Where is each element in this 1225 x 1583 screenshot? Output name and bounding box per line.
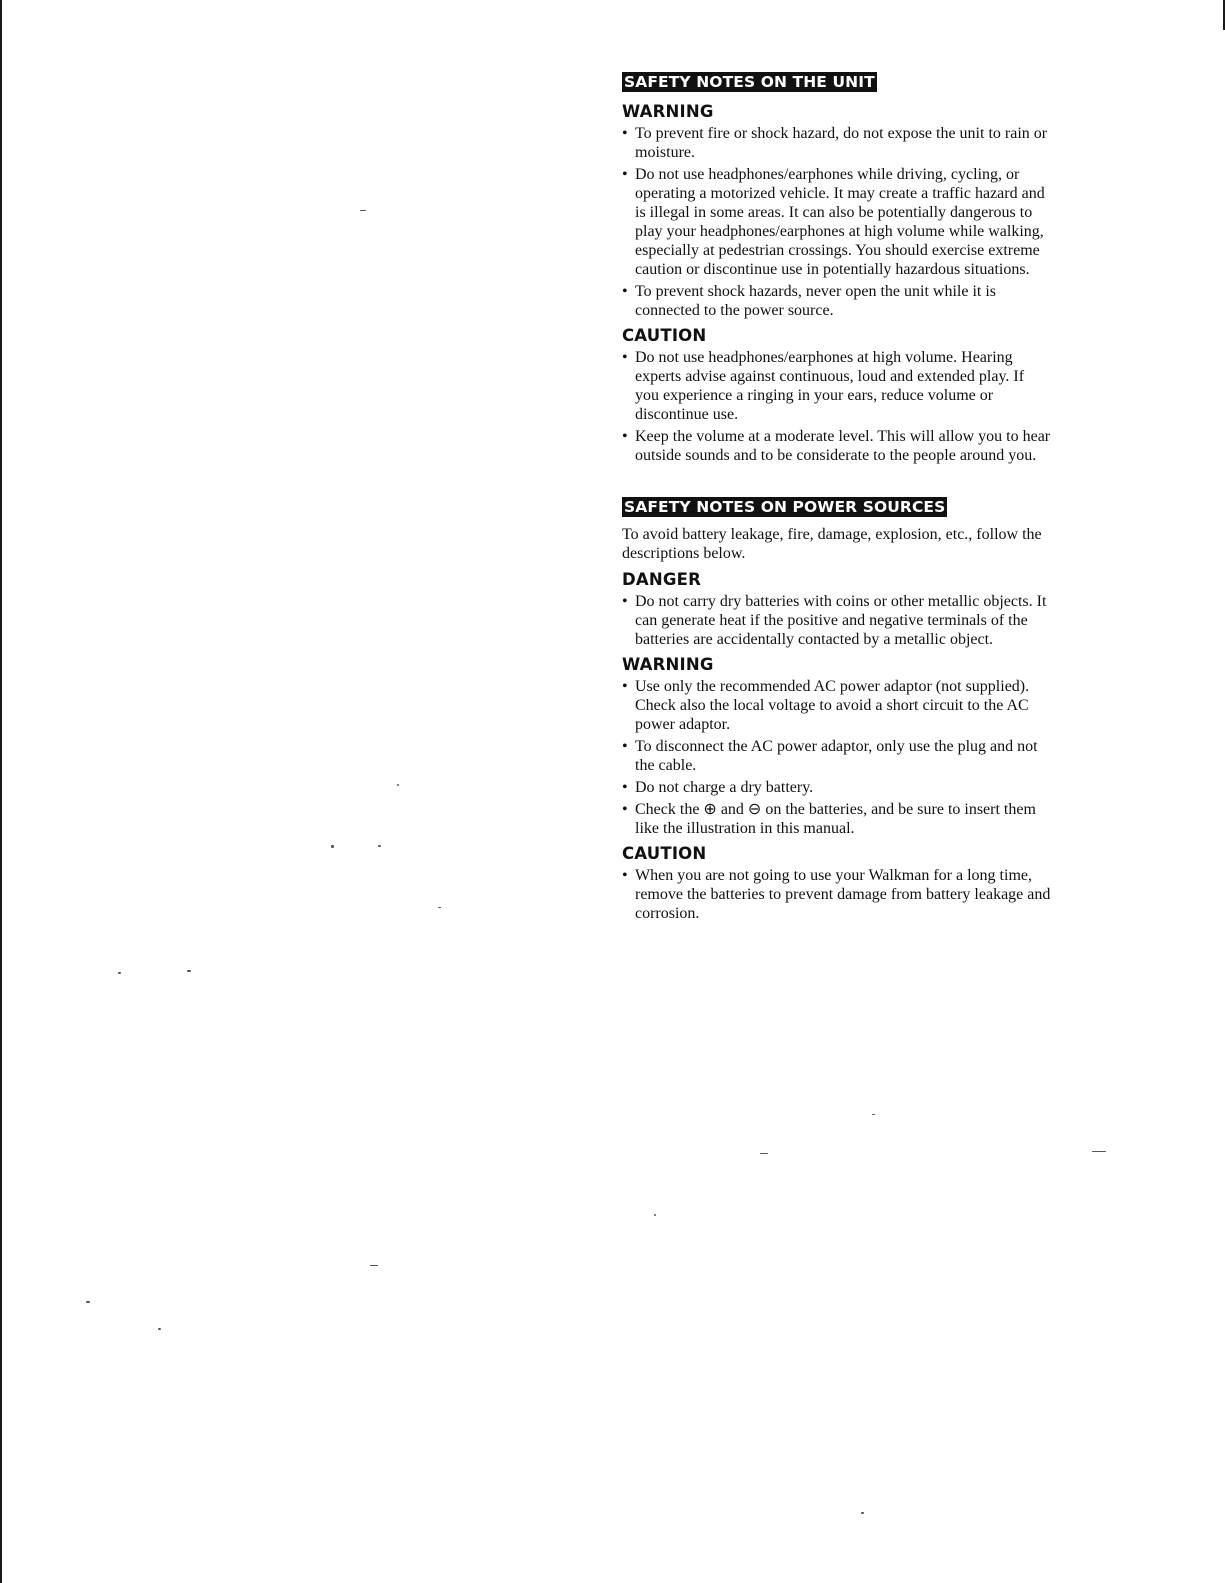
danger-list	[622, 592, 1052, 649]
scan-speck	[397, 784, 399, 786]
list-item: • To prevent shock hazards, never open the unit while it is connected to the power source.	[622, 282, 1052, 320]
scan-speck	[1092, 1151, 1106, 1152]
warning-list	[622, 124, 1052, 320]
group-heading-danger: DANGER	[622, 570, 701, 589]
group-heading-warning: WARNING	[622, 102, 714, 121]
list-item: • To prevent fire or shock hazard, do not expose the unit to rain or moisture.	[622, 124, 1052, 162]
list-item: • Do not charge a dry battery.	[622, 778, 1052, 797]
scan-edge-left	[0, 0, 2, 1583]
scan-speck	[86, 1301, 90, 1303]
scan-speck	[438, 907, 441, 908]
list-item: • Do not use headphones/earphones at high volume. Hearing experts advise against continuous, loud and extended play. If you experience a ringing in your ears, reduce volume or discontinue use.	[622, 348, 1052, 424]
list-item: • Do not carry dry batteries with coins or other metallic objects. It can generate heat if the positive and negative terminals of the batteries are accidentally contacted by a metallic object.	[622, 592, 1052, 649]
caution-list	[622, 348, 1052, 465]
warning-list	[622, 677, 1052, 838]
section-safety-power	[622, 497, 1052, 923]
list-item: • Keep the volume at a moderate level. This will allow you to hear outside sounds and to be considerate to the people around you.	[622, 427, 1052, 465]
section-intro: To avoid battery leakage, fire, damage, explosion, etc., follow the descriptions below.	[622, 526, 1042, 562]
list-item: • Do not use headphones/earphones while driving, cycling, or operating a motorized vehicle. It may create a traffic hazard and is illegal in some areas. It can also be potentially dangerous to play your headphones/earphones at high volume while walking, especially at pedestrian crossings. You should exercise extreme caution or discontinue use in potentially hazardous situations.	[622, 165, 1052, 279]
section-banner: SAFETY NOTES ON THE UNIT	[624, 73, 875, 91]
scan-speck	[861, 1512, 864, 1514]
scan-speck	[378, 845, 381, 847]
list-item: • When you are not going to use your Walkman for a long time, remove the batteries to prevent damage from battery leakage and corrosion.	[622, 866, 1052, 923]
scan-speck	[654, 1214, 656, 1216]
scan-speck	[360, 210, 366, 211]
scan-speck	[331, 845, 334, 848]
scan-speck	[158, 1328, 161, 1330]
caution-list	[622, 866, 1052, 923]
group-heading-caution: CAUTION	[622, 326, 707, 345]
scan-speck	[872, 1114, 875, 1115]
section-safety-unit	[622, 72, 1052, 465]
list-item: • Check the ⊕ and ⊖ on the batteries, and be sure to insert them like the illustration in this manual.	[622, 800, 1052, 838]
list-item: • Use only the recommended AC power adaptor (not supplied). Check also the local voltage to avoid a short circuit to the AC power adaptor.	[622, 677, 1052, 734]
scan-speck	[187, 970, 191, 972]
list-item: • To disconnect the AC power adaptor, only use the plug and not the cable.	[622, 737, 1052, 775]
group-heading-caution: CAUTION	[622, 844, 707, 863]
scan-speck	[118, 972, 121, 974]
scan-speck	[370, 1265, 378, 1266]
scan-speck	[760, 1153, 768, 1154]
section-banner: SAFETY NOTES ON POWER SOURCES	[624, 498, 946, 516]
text-column	[622, 72, 1052, 929]
group-heading-warning: WARNING	[622, 655, 714, 674]
